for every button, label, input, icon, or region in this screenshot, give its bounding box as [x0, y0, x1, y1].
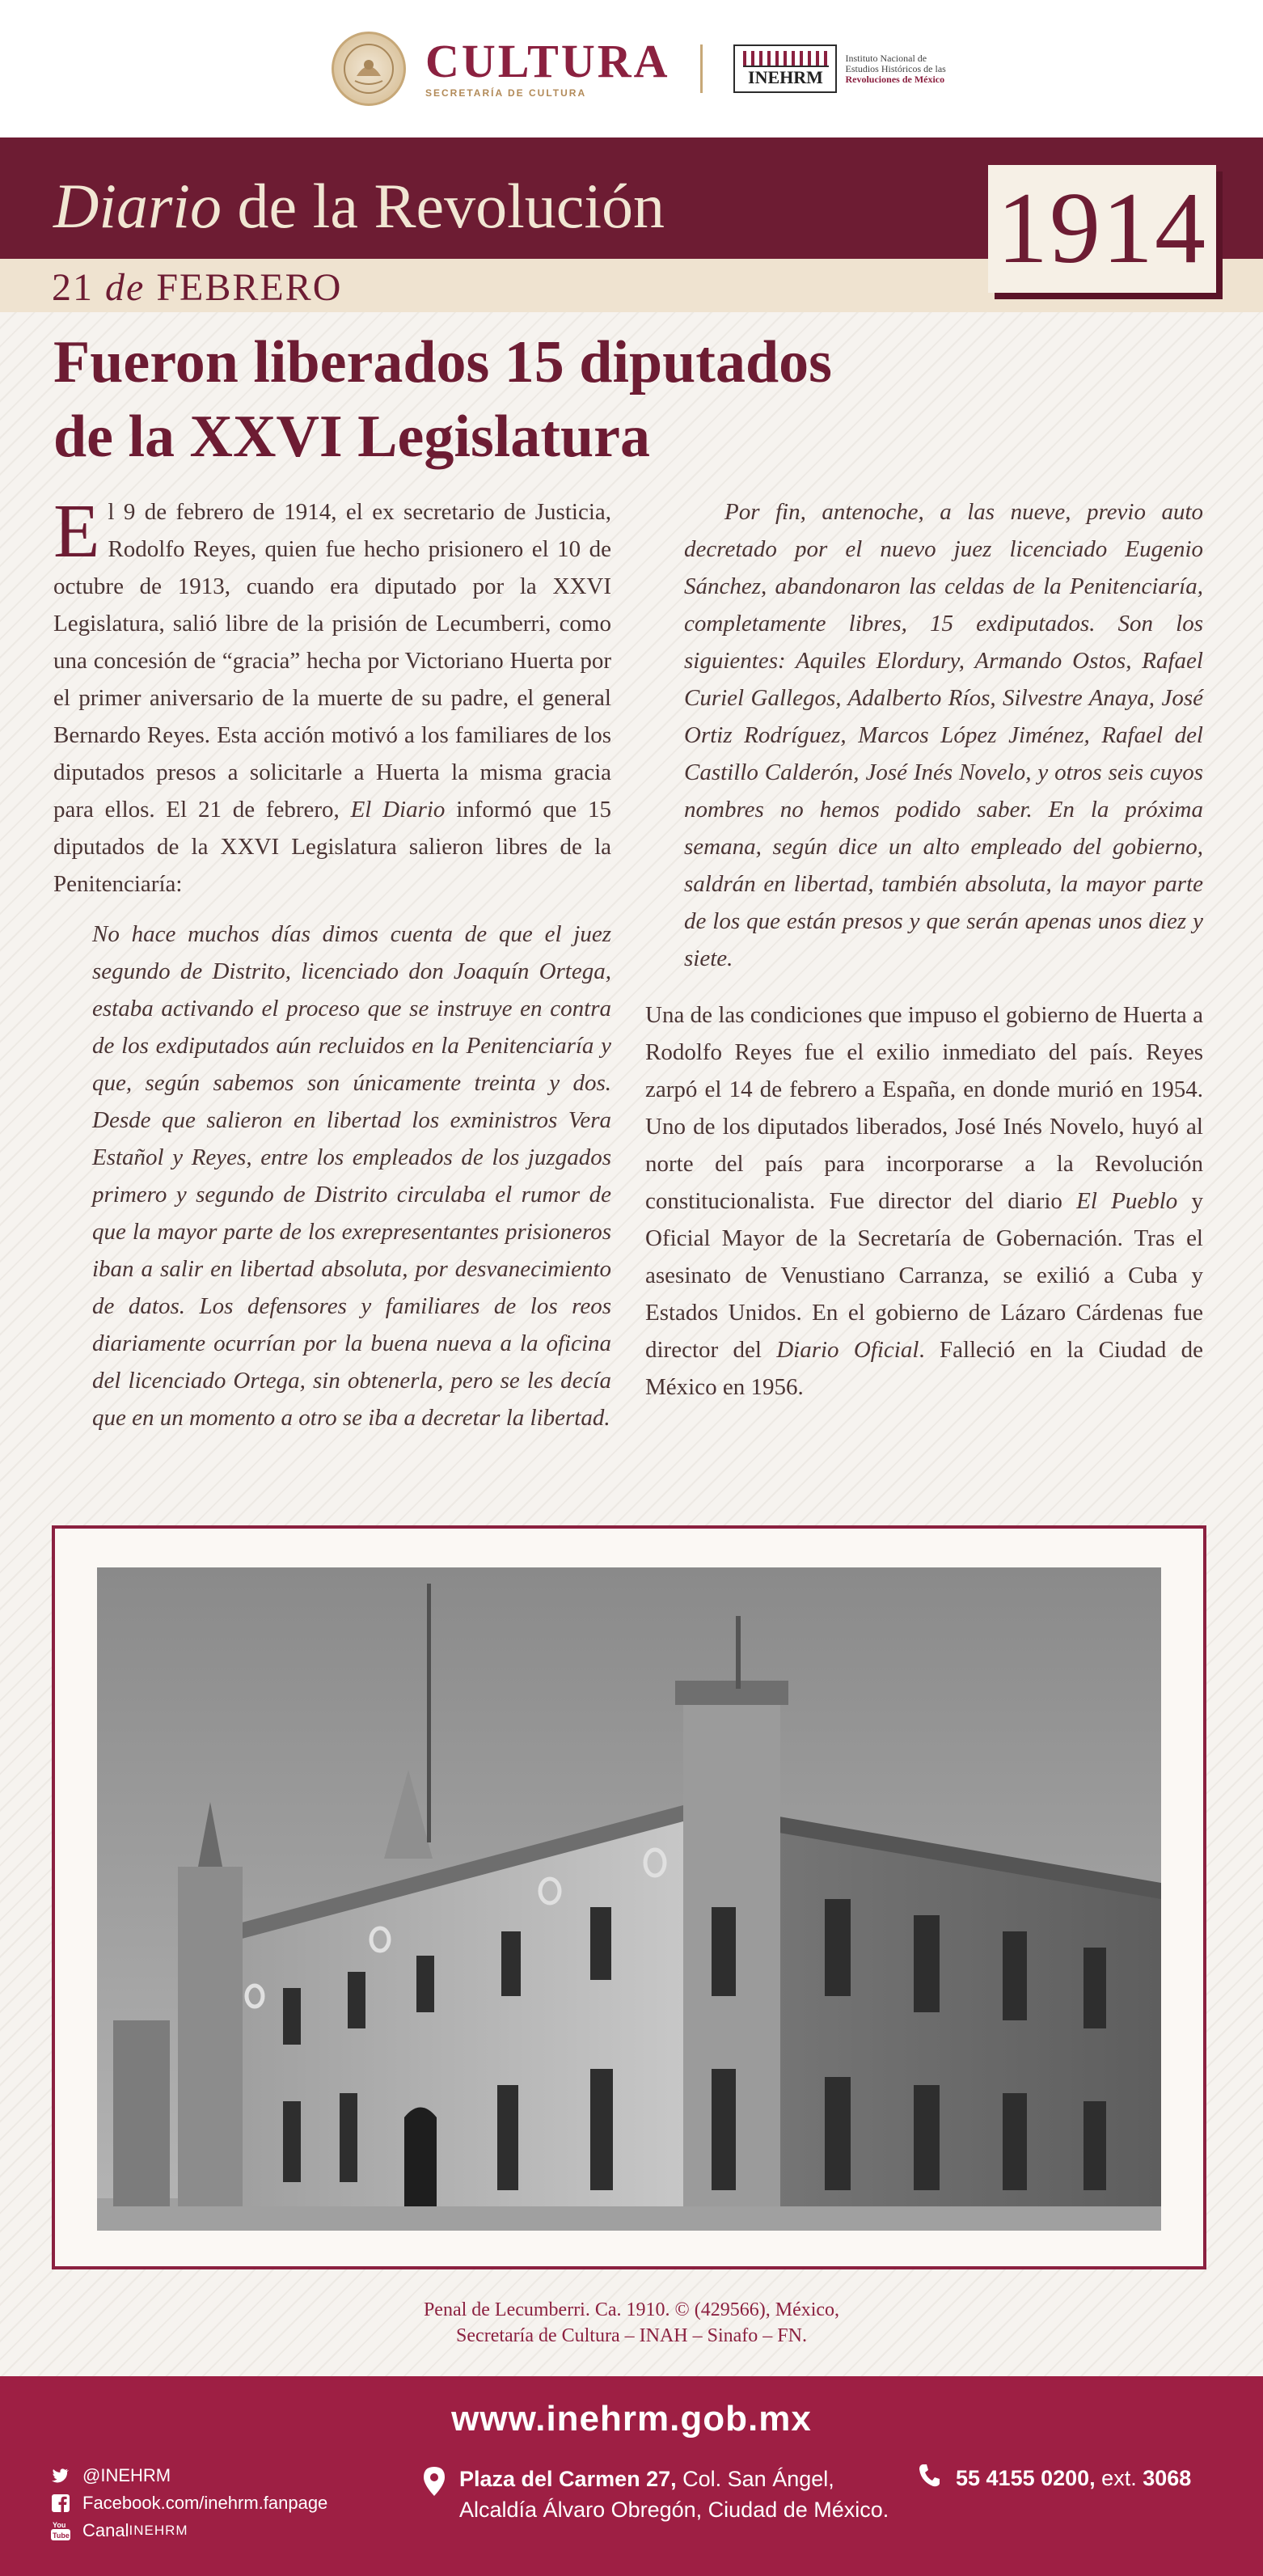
year-badge [988, 165, 1216, 293]
photo-frame [52, 1525, 1206, 2269]
phone-block [919, 2464, 1191, 2494]
banner-title-italic: Diario [53, 171, 222, 241]
paragraph-closing [645, 996, 1203, 1406]
closing-diario-oficial: Diario Oficial [776, 1337, 919, 1363]
caption-line1: Penal de Lecumberri. Ca. 1910. © (429566), México, [423, 2299, 840, 2320]
quote-block-1: No hace muchos días dimos cuenta de que el juez segundo de Distrito, licenciado don Joaquín Ortega, estaba activando el proceso que se instruye en contra de los exdiputados aún recluidos en la Penitenciaría y que, según sabemos son únicamente treinta y dos. Desde que salieron en libertad los exministros Vera Estañol y Reyes, entre los empleados de los juzgados primero y segundo de Distrito circulaba el rumor de que la mayor parte de los exrepresentantes prisioneros iban a salir en libertad absoluta, por desvanecimiento de datos. Los defensores y familiares de los reos diariamente ocurrían por la buena nueva a la oficina del licenciado Ortega, sin obtenerla, pero se les decía que en un momento a otro se iba a decretar la libertad. [92, 921, 611, 1431]
twitter-icon [50, 2465, 71, 2486]
cultura-subtitle: SECRETARÍA DE CULTURA [425, 87, 587, 99]
banner-title-rest: de la Revolución [222, 171, 665, 241]
location-pin-icon [424, 2467, 448, 2525]
article-column-left [53, 489, 611, 1436]
twitter-link[interactable] [50, 2462, 327, 2489]
intro-newspaper-name: El Diario [350, 797, 446, 823]
website-link[interactable]: www.inehrm.gob.mx [451, 2399, 812, 2439]
address-colonia: Col. San Ángel, [676, 2467, 834, 2491]
youtube-icon [50, 2520, 71, 2541]
address-block [424, 2464, 889, 2525]
date-day: 21 [52, 266, 105, 309]
cultura-logo [425, 35, 670, 99]
year-label: 1914 [997, 172, 1207, 285]
social-links [50, 2462, 327, 2544]
quote-block-2: Por fin, antenoche, a las nueve, previo auto decretado por el nuevo juez licenciado Eugenio Sánchez, abandonaron las celdas de la Penitenciaría, completamente libres, 15 exdiputados. Son los siguientes: Aquiles Elordury, Armando Ostos, Rafael Curiel Gallegos, Adalberto Ríos, Silvestre Anaya, José Ortiz Rodríguez, Marcos López Jiménez, Rafael del Castillo Calderón, José Inés Novelo, y otros seis cuyos nombres no hemos podido saber. En la próxima semana, según dice un alto empleado del gobierno, saldrán en libertad, también absoluta, la mayor parte de los que están presos y que serán apenas unos diez y siete. [684, 499, 1203, 971]
inehrm-line1: Instituto Nacional de [845, 52, 927, 64]
mexico-seal-icon [332, 32, 406, 106]
top-header [0, 0, 1263, 137]
facebook-link[interactable] [50, 2489, 327, 2517]
twitter-handle: @INEHRM [82, 2465, 171, 2485]
phone-number: 55 4155 0200, [956, 2466, 1096, 2490]
inehrm-logo [733, 44, 945, 93]
banner-title [53, 170, 665, 243]
inehrm-line2: Estudios Históricos de las [845, 62, 946, 74]
inehrm-fullname [845, 53, 945, 85]
youtube-link[interactable] [50, 2517, 327, 2544]
intro-text-a: l 9 de febrero de 1914, el ex secretario de Justicia, Rodolfo Reyes, quien fue hecho prisionero el 10 de octubre de 1913, cuando era diputado por la XXVI Legislatura, salió libre de la prisión de Lecumberri, como una concesión de “gracia” hecha por Victoriano Huerta por el primer aniversario de la muerte de su padre, el general Bernardo Reyes. Esta acción motivó a los familiares de los diputados presos a solicitarle a Huerta la misma gracia para ellos. El 21 de febrero, [53, 499, 611, 823]
caption-line2: Secretaría de Cultura – INAH – Sinafo – FN. [456, 2325, 807, 2346]
photo-caption [0, 2297, 1263, 2349]
logo-divider [700, 44, 703, 93]
closing-text-a: Una de las condiciones que impuso el gobierno de Huerta a Rodolfo Reyes fue el exilio inmediato del país. Reyes zarpó el 14 de febrero a España, en donde murió en 1954. Uno de los diputados liberados, José Inés Novelo, huyó al norte del país para incorporarse a la Revolución constitucionalista. Fue director del diario [645, 1002, 1203, 1214]
phone-extension: 3068 [1143, 2466, 1192, 2490]
logo-group [332, 32, 946, 105]
intro-text-b: informó que 15 diputados de la XXVI Legislatura salieron libres de la Penitenciaría: [53, 797, 611, 897]
lecumberri-photo [97, 1567, 1161, 2231]
svg-text:Tube: Tube [53, 2532, 70, 2540]
date-label [52, 265, 342, 310]
drop-cap: E [53, 489, 100, 573]
inehrm-name: INEHRM [748, 67, 823, 87]
facebook-page: Facebook.com/inehrm.fanpage [82, 2493, 328, 2513]
inehrm-line3: Revoluciones de México [845, 73, 945, 85]
facebook-icon [50, 2493, 71, 2514]
inehrm-building-icon [733, 44, 837, 93]
article-headline [53, 325, 943, 474]
paragraph-intro [53, 489, 611, 903]
svg-text:You: You [53, 2521, 66, 2529]
closing-text-c: . Falleció en la Ciudad de México en 1956. [645, 1337, 1203, 1400]
address-street: Plaza del Carmen 27, [459, 2467, 677, 2491]
cultura-title: CULTURA [425, 35, 670, 87]
phone-ext-label: ext. [1095, 2466, 1143, 2490]
address-city: Alcaldía Álvaro Obregón, Ciudad de México. [459, 2498, 889, 2522]
footer [0, 2376, 1263, 2576]
closing-newspaper-name: El Pueblo [1076, 1188, 1178, 1214]
phone-icon [919, 2464, 943, 2494]
youtube-channel: INEHRM [129, 2523, 188, 2538]
closing-text-b: y Oficial Mayor de la Secretaría de Gobernación. Tras el asesinato de Venustiano Carranza, se exilió a Cuba y Estados Unidos. En el gobierno de Lázaro Cárdenas fue director del [645, 1188, 1204, 1363]
youtube-label: Canal [82, 2520, 129, 2540]
article-column-right [645, 493, 1203, 1406]
lecumberri-building-illustration [97, 1567, 1161, 2231]
date-month: FEBRERO [145, 266, 343, 309]
date-de: de [105, 266, 146, 309]
headline-line1: Fueron liberados 15 diputados [53, 329, 832, 395]
headline-line2: de la XXVI Legislatura [53, 404, 650, 470]
